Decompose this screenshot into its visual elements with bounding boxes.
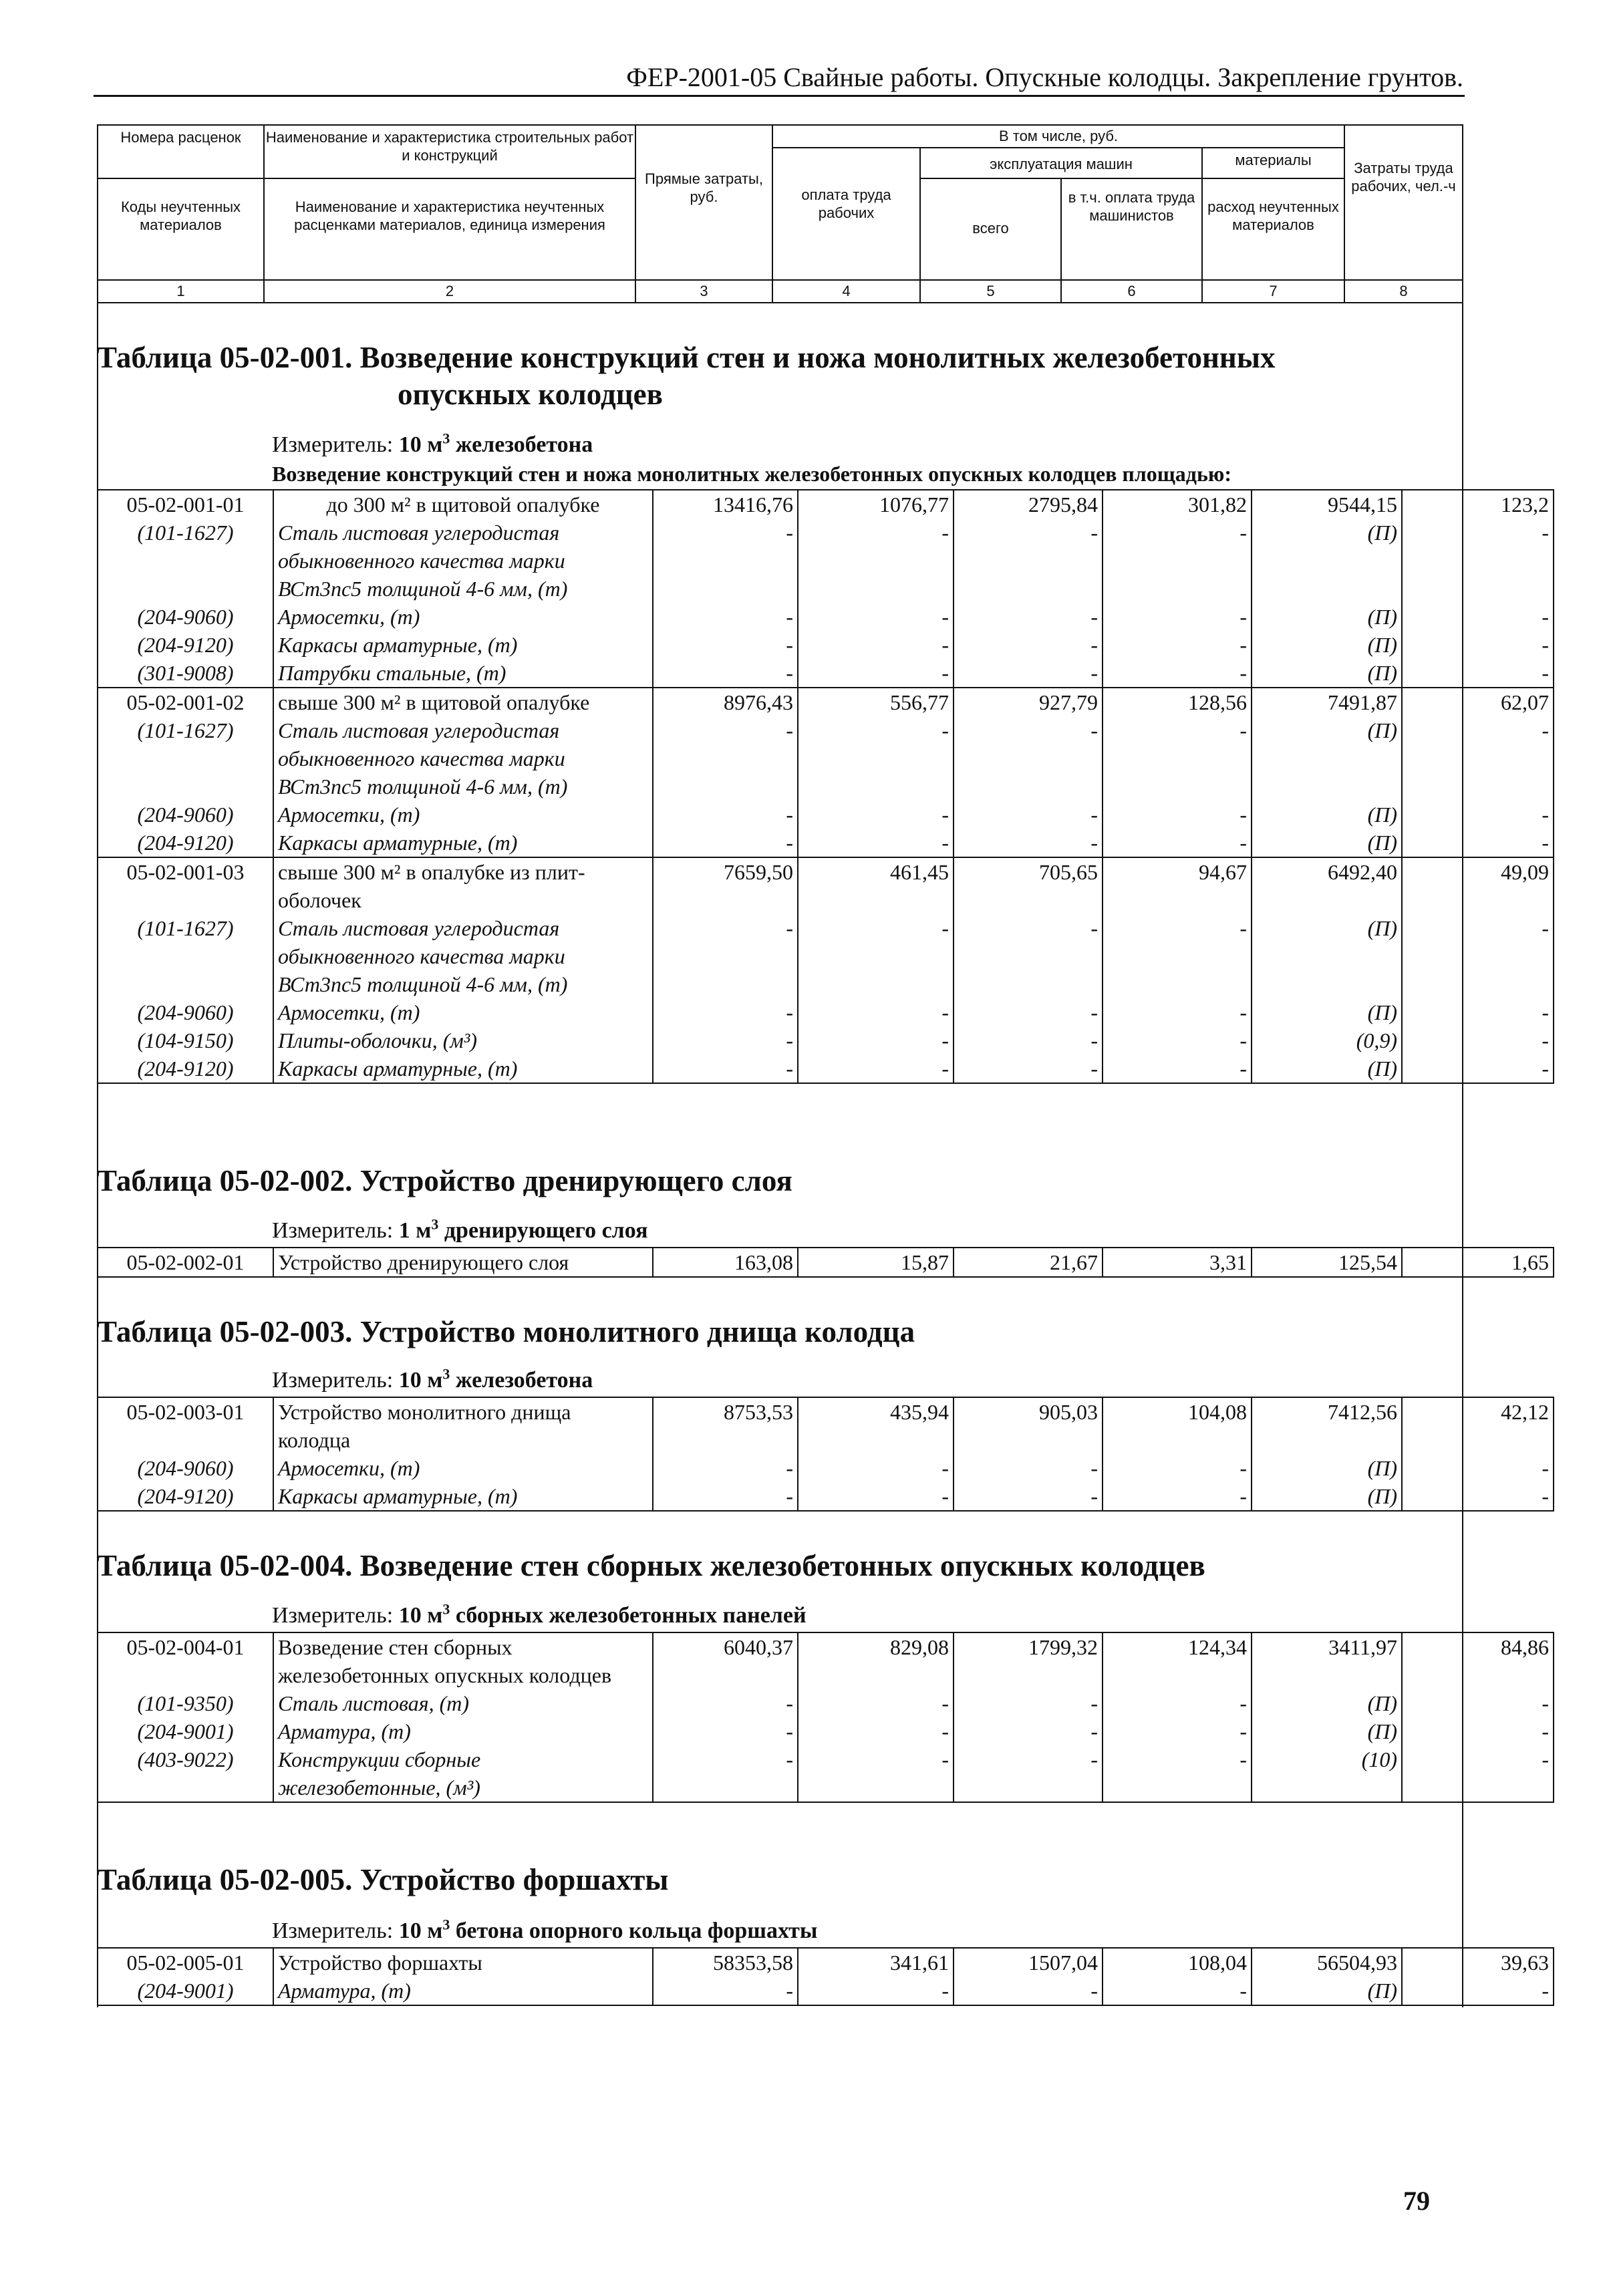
col-header-work-name: Наименование и характеристика строительных работ и конструкций xyxy=(265,129,634,164)
col-header-machines-total: всего xyxy=(972,220,1009,237)
table-row: 05-02-005-01 Устройство форшахты 58353,58 341,61 1507,04 108,04 56504,93 39,63 xyxy=(98,1948,1554,1977)
col-num-7: 7 xyxy=(1269,283,1278,299)
table-row: 05-02-003-01 Устройство монолитного днища колодца 8753,53 435,94 905,03 104,08 7412,56 42,12 xyxy=(98,1397,1554,1454)
col-header-labor: Затраты труда рабочих, чел.-ч xyxy=(1351,160,1456,194)
table-row: (204-9120) Каркасы арматурные, (т) - - - - (П) - xyxy=(98,829,1554,857)
measure-004: Измеритель: 10 $м^3$ сборных железобетонных панелей xyxy=(272,1600,807,1628)
table-row: 05-02-001-02 свыше 300 м² в щитовой опалубке 8976,43 556,77 927,79 128,56 7491,87 62,07 xyxy=(98,688,1554,716)
table-row: 05-02-004-01 Возведение стен сборных железобетонных опускных колодцев 6040,37 829,08 1799,32 124,34 3411,97 84,86 xyxy=(98,1632,1554,1689)
col-header-unaccounted-codes: Коды неучтенных материалов xyxy=(120,198,241,233)
col-header-materials-consumption: расход неучтенных материалов xyxy=(1207,198,1339,233)
table-row: (204-9060) Армосетки, (т) - - - - (П) - xyxy=(98,603,1554,631)
table-002 xyxy=(97,1247,1554,1278)
table-row: 05-02-001-01 до 300 м² в щитовой опалубке 13416,76 1076,77 2795,84 301,82 9544,15 123,2 xyxy=(98,490,1554,519)
section-label-001: Возведение конструкций стен и ножа монолитных железобетонных опускных колодцев площадью: xyxy=(272,462,1232,486)
table-title-001: Таблица 05-02-001. Возведение конструкций стен и ножа монолитных железобетонных опускных колодцев xyxy=(97,341,1276,411)
table-row: (301-9008) Патрубки стальные, (т) - - - - (П) - xyxy=(98,659,1554,688)
table-row: (101-1627) Сталь листовая углеродистая обыкновенного качества марки ВСт3пс5 толщиной 4-6 мм, (т) - - - - (П) - xyxy=(98,519,1554,603)
table-row: (101-1627) Сталь листовая углеродистая обыкновенного качества марки ВСт3пс5 толщиной 4-6 мм, (т) - - - - (П) - xyxy=(98,914,1554,998)
table-row: 05-02-001-03 свыше 300 м² в опалубке из плит-оболочек 7659,50 461,45 705,65 94,67 6492,40 49,09 xyxy=(98,857,1554,914)
page-header: ФЕР-2001-05 Свайные работы. Опускные колодцы. Закрепление грунтов. xyxy=(626,62,1463,92)
table-title-003: Таблица 05-02-003. Устройство монолитного днища колодца xyxy=(97,1315,915,1348)
col-num-6: 6 xyxy=(1127,283,1136,299)
col-num-5: 5 xyxy=(986,283,995,299)
header-rule xyxy=(94,95,1465,97)
col-header-direct-costs: Прямые затраты, руб. xyxy=(645,170,763,205)
table-row: (204-9060) Армосетки, (т) - - - - (П) - xyxy=(98,1454,1554,1482)
measure-002: Измеритель: 1 $м^3$ дренирующего слоя xyxy=(272,1215,648,1243)
table-row: (204-9001) Арматура, (т) - - - - (П) - xyxy=(98,1717,1554,1745)
table-004 xyxy=(97,1632,1554,1803)
col-header-machines: эксплуатация машин xyxy=(990,156,1133,172)
table-row: (204-9120) Каркасы арматурные, (т) - - - - (П) - xyxy=(98,1054,1554,1083)
table-row: (204-9120) Каркасы арматурные, (т) - - - - (П) - xyxy=(98,1482,1554,1511)
col-num-1: 1 xyxy=(176,283,185,299)
col-header-including: В том числе, руб. xyxy=(998,128,1119,144)
col-header-machinists: в т.ч. оплата труда машинистов xyxy=(1068,189,1195,224)
table-001 xyxy=(97,489,1554,1084)
measure-005: Измеритель: 10 $м^3$ бетона опорного кольца форшахты xyxy=(272,1916,818,1943)
table-row: (403-9022) Конструкции сборные железобетонные, (м³) - - - - (10) - xyxy=(98,1745,1554,1802)
col-num-4: 4 xyxy=(842,283,851,299)
table-title-004: Таблица 05-02-004. Возведение стен сборных железобетонных опускных колодцев xyxy=(97,1549,1205,1582)
col-header-material-name: Наименование и характеристика неучтенных расценками материалов, единица измерения xyxy=(294,198,605,233)
table-row: (104-9150) Плиты-оболочки, (м³) - - - - (0,9) - xyxy=(98,1026,1554,1054)
col-num-3: 3 xyxy=(700,283,708,299)
column-header xyxy=(97,124,1463,303)
col-header-codes: Номера расценок xyxy=(120,129,241,146)
table-title-002: Таблица 05-02-002. Устройство дренирующего слоя xyxy=(97,1164,792,1197)
table-row: (204-9060) Армосетки, (т) - - - - (П) - xyxy=(98,998,1554,1026)
table-row: (101-9350) Сталь листовая, (т) - - - - (П) - xyxy=(98,1689,1554,1717)
measure-003: Измеритель: 10 $м^3$ железобетона xyxy=(272,1365,593,1393)
col-num-8: 8 xyxy=(1399,283,1408,299)
table-003 xyxy=(97,1397,1554,1512)
table-row: (101-1627) Сталь листовая углеродистая обыкновенного качества марки ВСт3пс5 толщиной 4-6 мм, (т) - - - - (П) - xyxy=(98,716,1554,801)
table-row: 05-02-002-01 Устройство дренирующего слоя 163,08 15,87 21,67 3,31 125,54 1,65 xyxy=(98,1248,1554,1277)
measure-001: Измеритель: 10 $м^3$ железобетона xyxy=(272,430,593,457)
page-number: 79 xyxy=(1403,2186,1430,2216)
table-row: (204-9001) Арматура, (т) - - - - (П) - xyxy=(98,1977,1554,2005)
table-title-005: Таблица 05-02-005. Устройство форшахты xyxy=(97,1863,669,1896)
col-header-labor-pay: оплата труда рабочих xyxy=(801,186,891,221)
col-num-2: 2 xyxy=(445,283,454,299)
table-005 xyxy=(97,1947,1554,2006)
table-row: (204-9120) Каркасы арматурные, (т) - - - - (П) - xyxy=(98,631,1554,659)
table-row: (204-9060) Армосетки, (т) - - - - (П) - xyxy=(98,801,1554,829)
col-header-materials: материалы xyxy=(1235,152,1312,168)
